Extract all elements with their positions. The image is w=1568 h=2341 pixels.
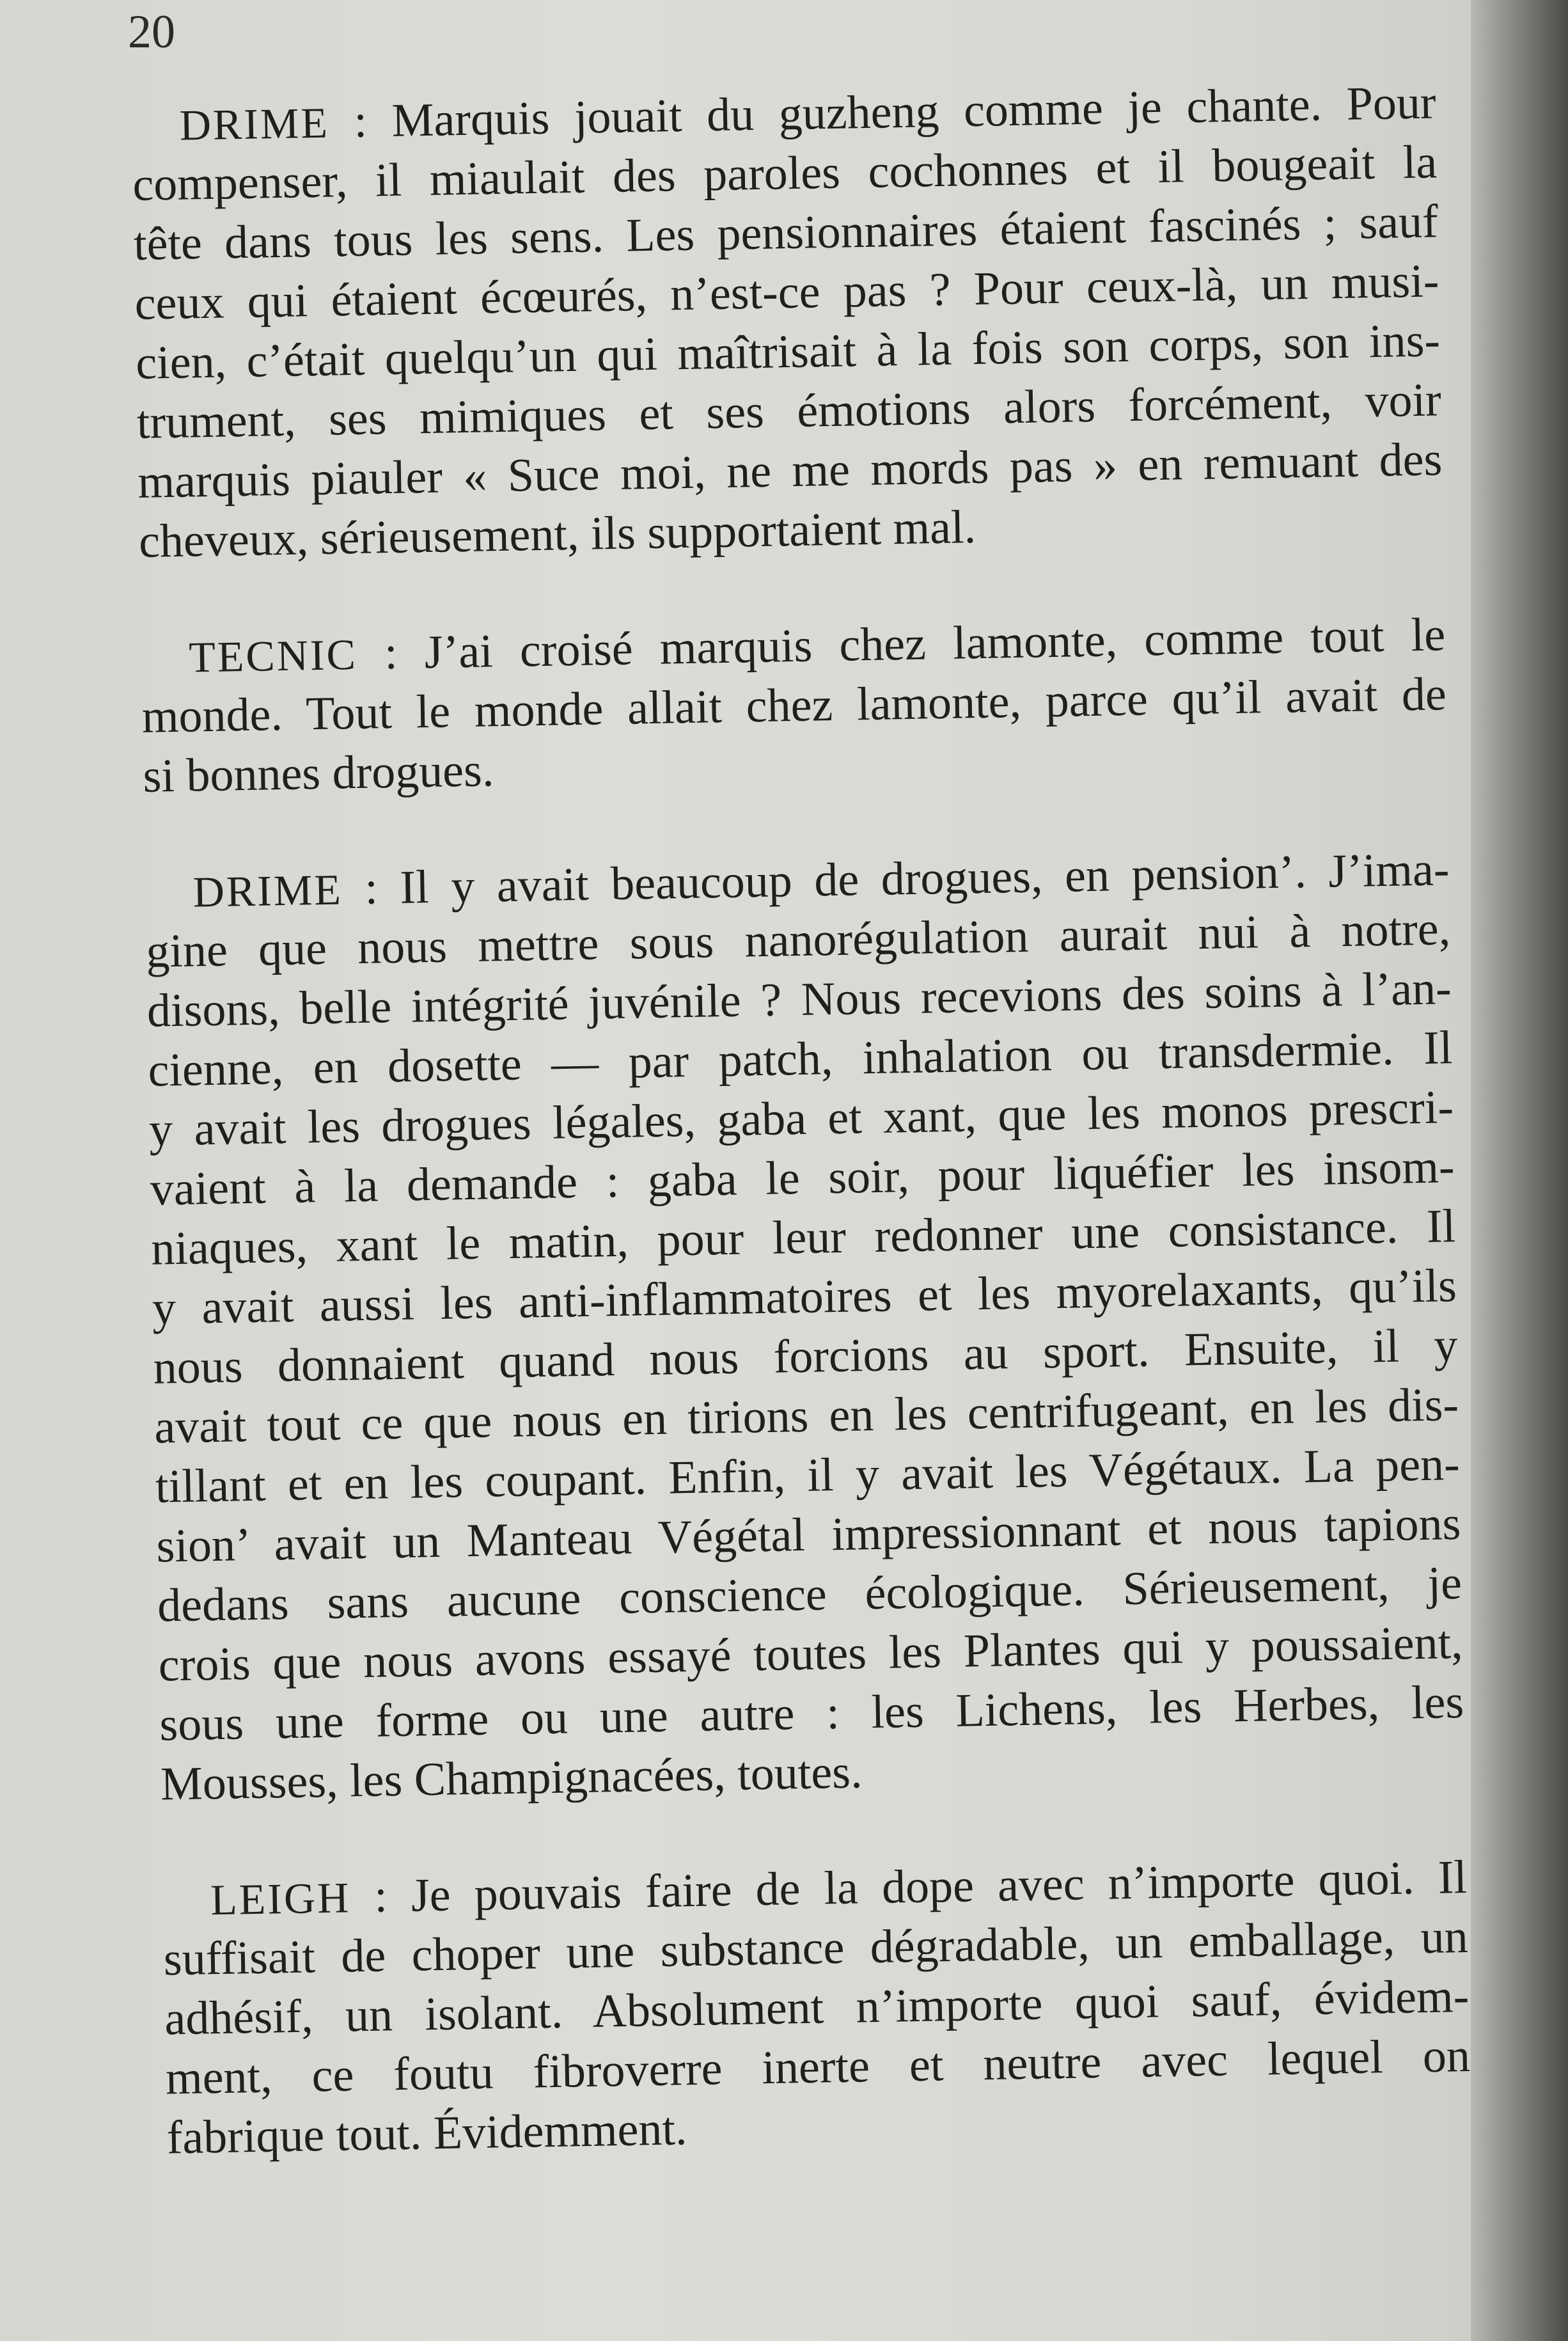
- text-line: marquis piauler « Suce moi, ne me mords pas » en remuant des: [137, 433, 1443, 508]
- text-line: si bonnes drogues.: [142, 744, 494, 803]
- text-line: trument, ses mimiques et ses émotions alors forcément, voir: [136, 374, 1442, 449]
- speaker-name: TECNIC: [188, 629, 358, 682]
- paragraph-leigh: [162, 1848, 1471, 2168]
- text-line: suffisait de choper une substance dégradable, un emballage, un: [163, 1910, 1469, 1986]
- speaker-name: DRIME: [179, 98, 330, 150]
- paragraph-drime-1: [131, 73, 1444, 571]
- text-line: y avait aussi les anti-inflammatoires et les myorelaxants, qu’ils: [152, 1259, 1457, 1335]
- paragraph-tecnic: [141, 605, 1448, 807]
- page-number: 20: [128, 6, 175, 58]
- text-line: vaient à la demande : gaba le soir, pour liquéfier les insom-: [150, 1140, 1455, 1216]
- text-line: sion’ avait un Manteau Végétal impressionnant et nous tapions: [155, 1497, 1461, 1573]
- body-text: [131, 73, 1471, 2224]
- paragraph-drime-2: [145, 840, 1466, 1814]
- text-line: cienne, en dosette — par patch, inhalation ou transdermie. Il: [147, 1021, 1454, 1097]
- text-line: crois que nous avons essayé toutes les Plantes qui y poussaient,: [158, 1616, 1464, 1692]
- line-text: : Marquis jouait du guzheng comme je chante. Pour: [329, 76, 1437, 148]
- text-line: adhésif, un isolant. Absolument n’importe quoi sauf, évidem-: [164, 1969, 1470, 2045]
- text-line: disons, belle intégrité juvénile ? Nous recevions des soins à l’an-: [146, 962, 1452, 1037]
- line-text: : Il y avait beaucoup de drogues, en pension’. J’ima-: [342, 843, 1450, 915]
- text-line: dedans sans aucune conscience écologique. Sérieusement, je: [157, 1557, 1462, 1632]
- text-line: ceux qui étaient écœurés, n’est-ce pas ? Pour ceux-là, un musi-: [134, 255, 1440, 330]
- text-line: y avait les drogues légales, gaba et xant, que les monos prescri-: [148, 1081, 1454, 1156]
- text-line: fabrique tout. Évidemment.: [166, 2102, 688, 2164]
- line-text: : J’ai croisé marquis chez lamonte, comme tout le: [357, 608, 1446, 680]
- text-line: niaques, xant le matin, pour leur redonner une consistance. Il: [150, 1200, 1456, 1275]
- text-line: nous donnaient quand nous forcions au sport. Ensuite, il y: [152, 1319, 1459, 1394]
- page-edge-shadow: [1471, 0, 1568, 2341]
- text-line: sous une forme ou une autre : les Lichens, les Herbes, les: [159, 1676, 1464, 1751]
- text-line: gine que nous mettre sous nanorégulation aurait nui à notre,: [145, 903, 1451, 978]
- text-line: cheveux, sérieusement, ils supportaient mal.: [138, 501, 976, 568]
- line-text: : Je pouvais faire de la dope avec n’importe quoi. Il: [350, 1850, 1468, 1923]
- text-line: Mousses, les Champignacées, toutes.: [160, 1746, 863, 1811]
- speaker-name: DRIME: [192, 865, 343, 917]
- text-line: ment, ce foutu fibroverre inerte et neutre avec lequel on: [165, 2029, 1471, 2105]
- text-line: avait tout ce que nous en tirions en les centrifugeant, en les dis-: [153, 1378, 1459, 1454]
- text-line: monde. Tout le monde allait chez lamonte, parce qu’il avait de: [141, 668, 1447, 743]
- text-line: tête dans tous les sens. Les pensionnaires étaient fascinés ; sauf: [133, 195, 1439, 271]
- speaker-name: LEIGH: [210, 1873, 351, 1925]
- text-line: cien, c’était quelqu’un qui maîtrisait à la fois son corps, son ins-: [135, 314, 1441, 390]
- text-line: tillant et en les coupant. Enfin, il y avait les Végétaux. La pen-: [155, 1438, 1461, 1513]
- text-line: compenser, il miaulait des paroles cochonnes et il bougeait la: [132, 136, 1438, 211]
